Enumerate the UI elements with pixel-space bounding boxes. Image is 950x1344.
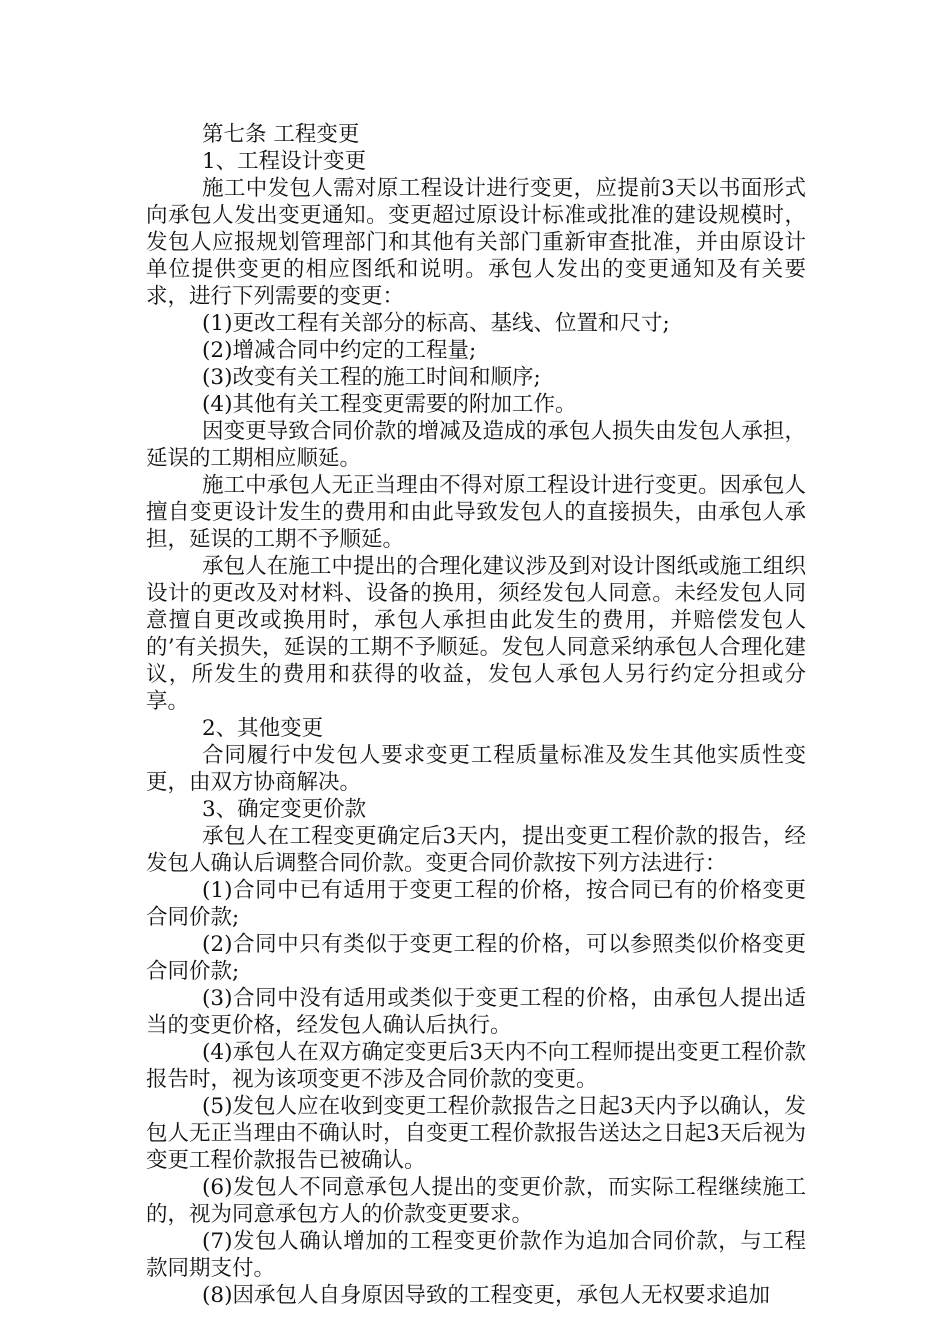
paragraph: 承包人在施工中提出的合理化建议涉及到对设计图纸或施工组织设计的更改及对材料、设备的换用，须经发包人同意。未经发包人同意擅自更改或换用时，承包人承担由此发生的费用，并赔偿发包人的’有关损失，延误的工期不予顺延。发包人同意采纳承包人合理化建议，所发生的费用和获得的收益，发包人承包人另行约定分担或分享。 [146, 554, 806, 714]
paragraph: 因变更导致合同价款的增减及造成的承包人损失由发包人承担，延误的工期相应顺延。 [146, 419, 806, 471]
section-heading-design-change: 1、工程设计变更 [202, 149, 367, 174]
paragraph: 合同履行中发包人要求变更工程质量标准及发生其他实质性变更，由双方协商解决。 [146, 743, 806, 795]
list-item: (7)发包人确认增加的工程变更价款作为追加合同价款，与工程款同期支付。 [146, 1229, 806, 1281]
list-item: (8)因承包人自身原因导致的工程变更，承包人无权要求追加 [202, 1283, 770, 1308]
list-item: (1)合同中已有适用于变更工程的价格，按合同已有的价格变更合同价款; [146, 878, 806, 930]
list-item: (5)发包人应在收到变更工程价款报告之日起3天内予以确认，发包人无正当理由不确认时，自变更工程价款报告送达之日起3天后视为变更工程价款报告已被确认。 [146, 1094, 806, 1173]
section-heading-other-change: 2、其他变更 [202, 716, 324, 741]
section-heading-price-change: 3、确定变更价款 [202, 797, 367, 822]
list-item: (4)其他有关工程变更需要的附加工作。 [202, 392, 577, 417]
list-item: (3)合同中没有适用或类似于变更工程的价格，由承包人提出适当的变更价格，经发包人确认后执行。 [146, 986, 806, 1038]
list-item: (2)增减合同中约定的工程量; [202, 338, 477, 363]
list-item: (3)改变有关工程的施工时间和顺序; [202, 365, 541, 390]
paragraph: 承包人在工程变更确定后3天内，提出变更工程价款的报告，经发包人确认后调整合同价款。变更合同价款按下列方法进行： [146, 824, 806, 876]
paragraph: 施工中发包人需对原工程设计进行变更，应提前3天以书面形式向承包人发出变更通知。变更超过原设计标准或批准的建设规模时，发包人应报规划管理部门和其他有关部门重新审查批准，并由原设计单位提供变更的相应图纸和说明。承包人发出的变更通知及有关要求，进行下列需要的变更： [146, 176, 806, 309]
document-body [146, 121, 806, 1309]
article-title: 第七条 工程变更 [202, 122, 360, 147]
paragraph: 施工中承包人无正当理由不得对原工程设计进行变更。因承包人擅自变更设计发生的费用和由此导致发包人的直接损失，由承包人承担，延误的工期不予顺延。 [146, 473, 806, 552]
list-item: (1)更改工程有关部分的标高、基线、位置和尺寸; [202, 311, 670, 336]
list-item: (2)合同中只有类似于变更工程的价格，可以参照类似价格变更合同价款; [146, 932, 806, 984]
list-item: (6)发包人不同意承包人提出的变更价款，而实际工程继续施工的，视为同意承包方人的价款变更要求。 [146, 1175, 806, 1227]
list-item: (4)承包人在双方确定变更后3天内不向工程师提出变更工程价款报告时，视为该项变更不涉及合同价款的变更。 [146, 1040, 806, 1092]
